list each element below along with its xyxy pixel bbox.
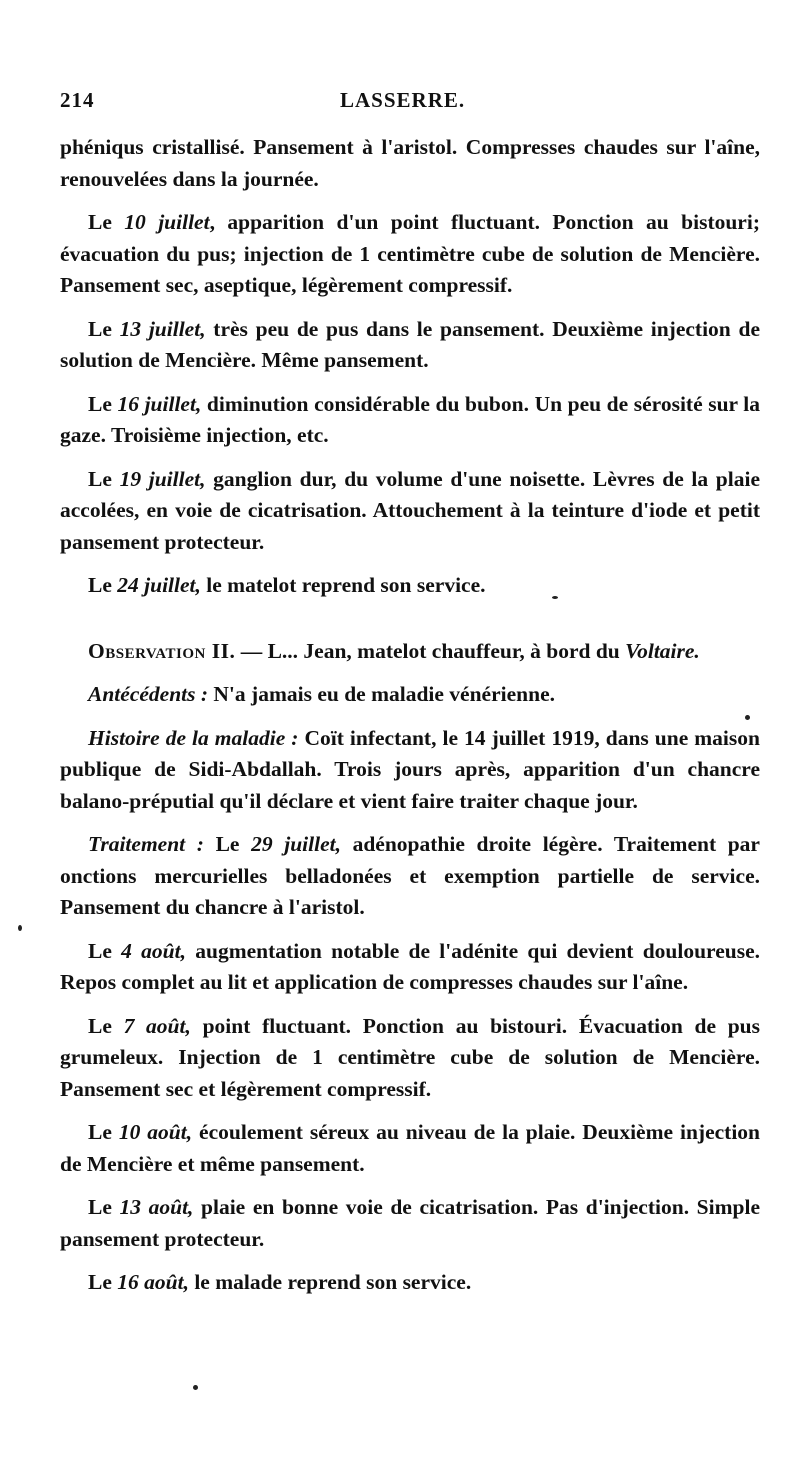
paragraph (60, 1267, 760, 1299)
paragraph (60, 132, 760, 195)
running-title: LASSERRE. (340, 88, 466, 112)
paragraph-lead: Le (88, 938, 122, 963)
scan-speck (18, 925, 22, 931)
paragraph-text: augmentation notable de l'adénite qui devient douloureuse. Repos complet au lit et application de compresses chaudes sur l'aîne. (60, 938, 761, 994)
paragraph-lead: Le (88, 1120, 119, 1144)
observation-title: Observation II. (88, 638, 236, 663)
section-treatment (60, 829, 760, 924)
paragraph-text: point fluctuant. Ponction au bistouri. Évacuation de pus grumeleux. Injection de 1 centimètre cube de solution de Mencière. Pansement sec et légèrement compressif. (60, 1013, 760, 1101)
date-label: 10 août, (118, 1120, 193, 1144)
date-label: 29 juillet, (251, 832, 341, 856)
date-label: 24 juillet, (117, 573, 201, 597)
section-text: N'a jamais eu de maladie vénérienne. (208, 682, 555, 706)
section-history (60, 723, 760, 818)
paragraph-text: très peu de pus dans le pansement. Deuxième injection de solution de Mencière. Même pansement. (60, 316, 760, 372)
paragraph (60, 464, 760, 559)
paragraph (60, 570, 760, 602)
observation-heading (60, 636, 760, 668)
section-antecedents (60, 679, 760, 711)
paragraph (60, 389, 760, 452)
paragraph-text: , apparition d'un point fluctuant. Ponction au bistouri; évacuation du pus; injection de 1 centimètre cube de solution de Mencière. Pansement sec, aseptique, légèrement compressif. (60, 210, 760, 297)
paragraph-text: le matelot reprend son service. (200, 573, 486, 597)
paragraph-lead: Le (88, 1270, 118, 1294)
paragraph-text: phéniqus cristallisé. Pansement à l'aristol. Compresses chaudes sur l'aîne, renouvelées dans la journée. (60, 135, 760, 191)
ship-name: Voltaire. (625, 638, 700, 663)
page-number: 214 (60, 88, 95, 112)
scan-speck (552, 596, 558, 599)
paragraph-lead: Le (88, 391, 118, 416)
date-label: 13 août, (119, 1195, 194, 1219)
paragraph-lead: Le (88, 1013, 124, 1038)
paragraph (60, 207, 760, 302)
page-header (60, 82, 748, 116)
paragraph-lead: Le (203, 832, 252, 856)
section-label: Traitement : (88, 832, 204, 856)
paragraph-text: plaie en bonne voie de cicatrisation. Pas d'injection. Simple pansement protecteur. (60, 1195, 760, 1251)
date-label: 16 août, (117, 1270, 189, 1294)
paragraph (60, 314, 760, 377)
section-label: Antécédents : (88, 682, 209, 706)
date-label: 4 août, (121, 938, 186, 963)
paragraph-text: écoulement séreux au niveau de la plaie. Deuxième injection de Mencière et même pansement. (60, 1120, 761, 1176)
observation-text: — L... Jean, matelot chauffeur, à bord du (235, 638, 626, 663)
scan-speck (193, 1385, 198, 1390)
paragraph-lead: Le (88, 1195, 120, 1219)
date-label: 13 juillet, (119, 316, 206, 341)
section-text: adénopathie droite légère. Traitement par onctions mercurielles belladonées et exemption partielle de service. Pansement du chancre à l'aristol. (60, 832, 760, 919)
paragraph-lead: Le (88, 210, 125, 234)
section-label: Histoire de la maladie : (88, 725, 299, 750)
paragraph (60, 1117, 760, 1180)
date-label: 10 juillet (124, 210, 210, 234)
paragraph-lead: Le (88, 573, 118, 597)
paragraph (60, 936, 760, 999)
paragraph (60, 1192, 760, 1255)
date-label: 16 juillet, (117, 391, 202, 416)
paragraph-text: ganglion dur, du volume d'une noisette. Lèvres de la plaie accolées, en voie de cicatrisation. Attouchement à la teinture d'iode et petit pansement protecteur. (60, 466, 761, 554)
page-body (60, 132, 760, 1311)
scan-speck (745, 715, 750, 720)
section-text: Coït infectant, le 14 juillet 1919, dans une maison publique de Sidi-Abdallah. Trois jours après, apparition d'un chancre balano-préputial qu'il déclare et vient faire traiter chaque jour. (60, 725, 760, 813)
paragraph-lead: Le (88, 466, 120, 491)
paragraph-text: diminution considérable du bubon. Un peu de sérosité sur la gaze. Troisième injection, etc. (60, 391, 761, 447)
date-label: 7 août, (123, 1013, 191, 1038)
paragraph-lead: Le (88, 316, 120, 341)
paragraph-text: le malade reprend son service. (188, 1270, 472, 1294)
paragraph (60, 1011, 760, 1106)
date-label: 19 juillet, (119, 466, 206, 491)
